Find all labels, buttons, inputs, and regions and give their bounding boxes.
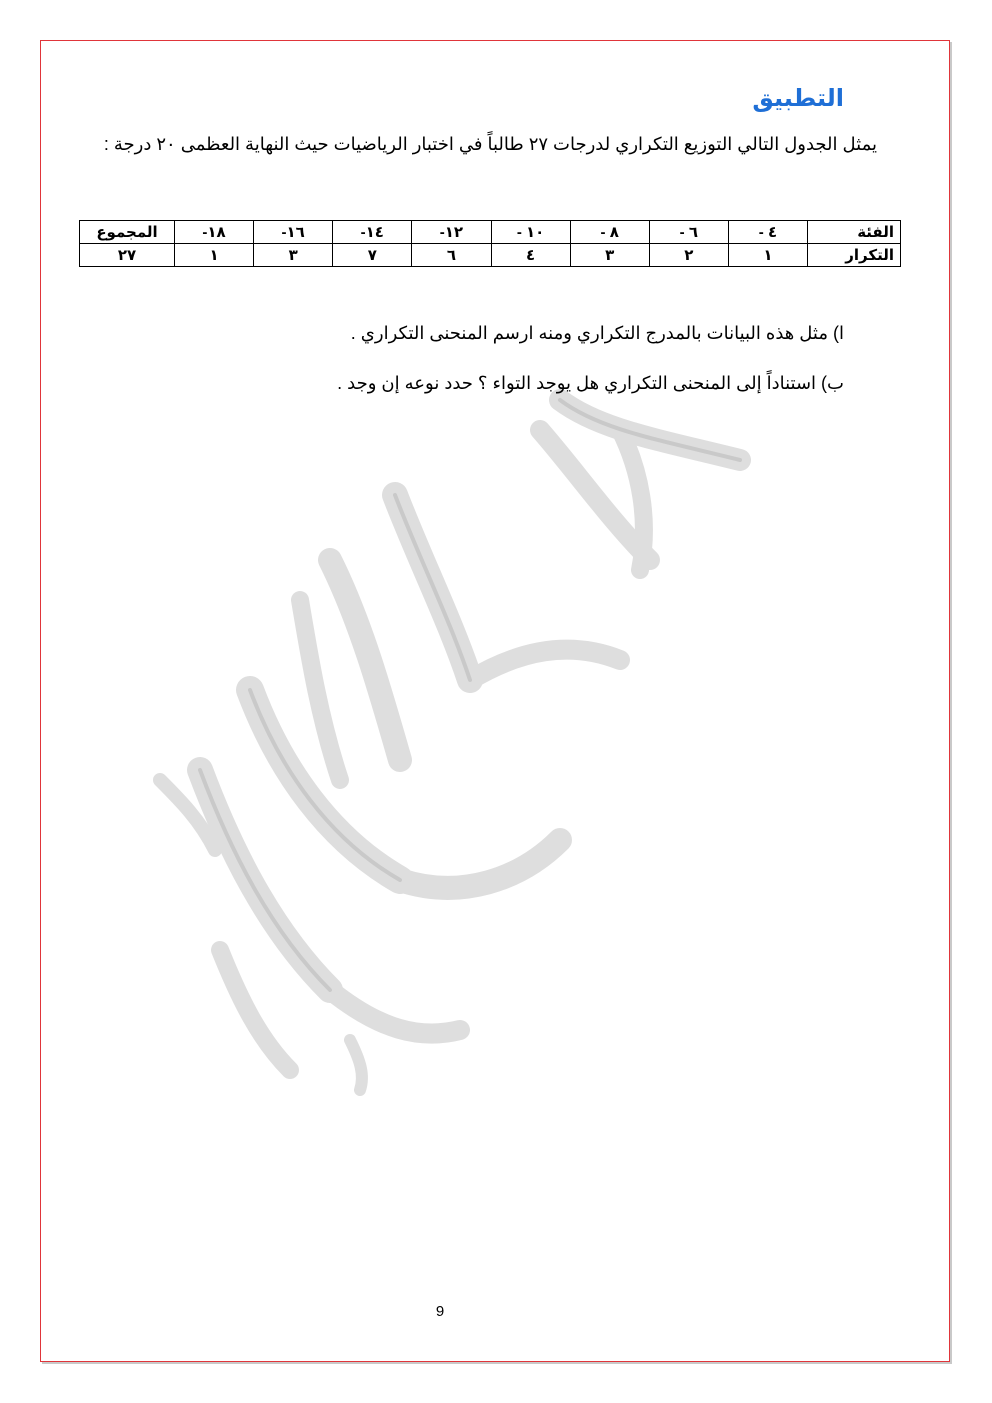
table-header-class: الفئة <box>808 221 901 244</box>
table-cell: ٤ <box>491 244 570 267</box>
intro-paragraph: يمثل الجدول التالي التوزيع التكراري لدرجات ٢٧ طالباً في اختبار الرياضيات حيث النهاية العظمى ٢٠ درجة : <box>103 134 877 154</box>
section-title: التطبيق <box>752 85 844 112</box>
table-cell-total-label: المجموع <box>80 221 175 244</box>
table-header-frequency: التكرار <box>808 244 901 267</box>
table-cell: ٣ <box>254 244 333 267</box>
table-cell: ٦ - <box>649 221 728 244</box>
table-cell: ٣ <box>570 244 649 267</box>
table-cell: ٦ <box>412 244 491 267</box>
table-cell: ١٤- <box>333 221 412 244</box>
table-cell: ١٨- <box>175 221 254 244</box>
question-b: ب) استناداً إلى المنحنى التكراري هل يوجد التواء ؟ حدد نوعه إن وجد . <box>337 373 844 393</box>
table-cell: ٨ - <box>570 221 649 244</box>
page-number: 9 <box>435 1303 445 1320</box>
table-row-class <box>80 221 901 244</box>
frequency-table <box>79 220 901 267</box>
question-a: ا) مثل هذه البيانات بالمدرج التكراري ومنه ارسم المنحنى التكراري . <box>350 323 844 343</box>
table-cell: ١٠ - <box>491 221 570 244</box>
table-cell: ٢ <box>649 244 728 267</box>
table-cell: ١ <box>175 244 254 267</box>
table-row-frequency <box>80 244 901 267</box>
table-cell: ١٦- <box>254 221 333 244</box>
table-cell: ٧ <box>333 244 412 267</box>
table-cell-total-value: ٢٧ <box>80 244 175 267</box>
table-cell: ٤ - <box>728 221 807 244</box>
table-cell: ١٢- <box>412 221 491 244</box>
table-cell: ١ <box>728 244 807 267</box>
